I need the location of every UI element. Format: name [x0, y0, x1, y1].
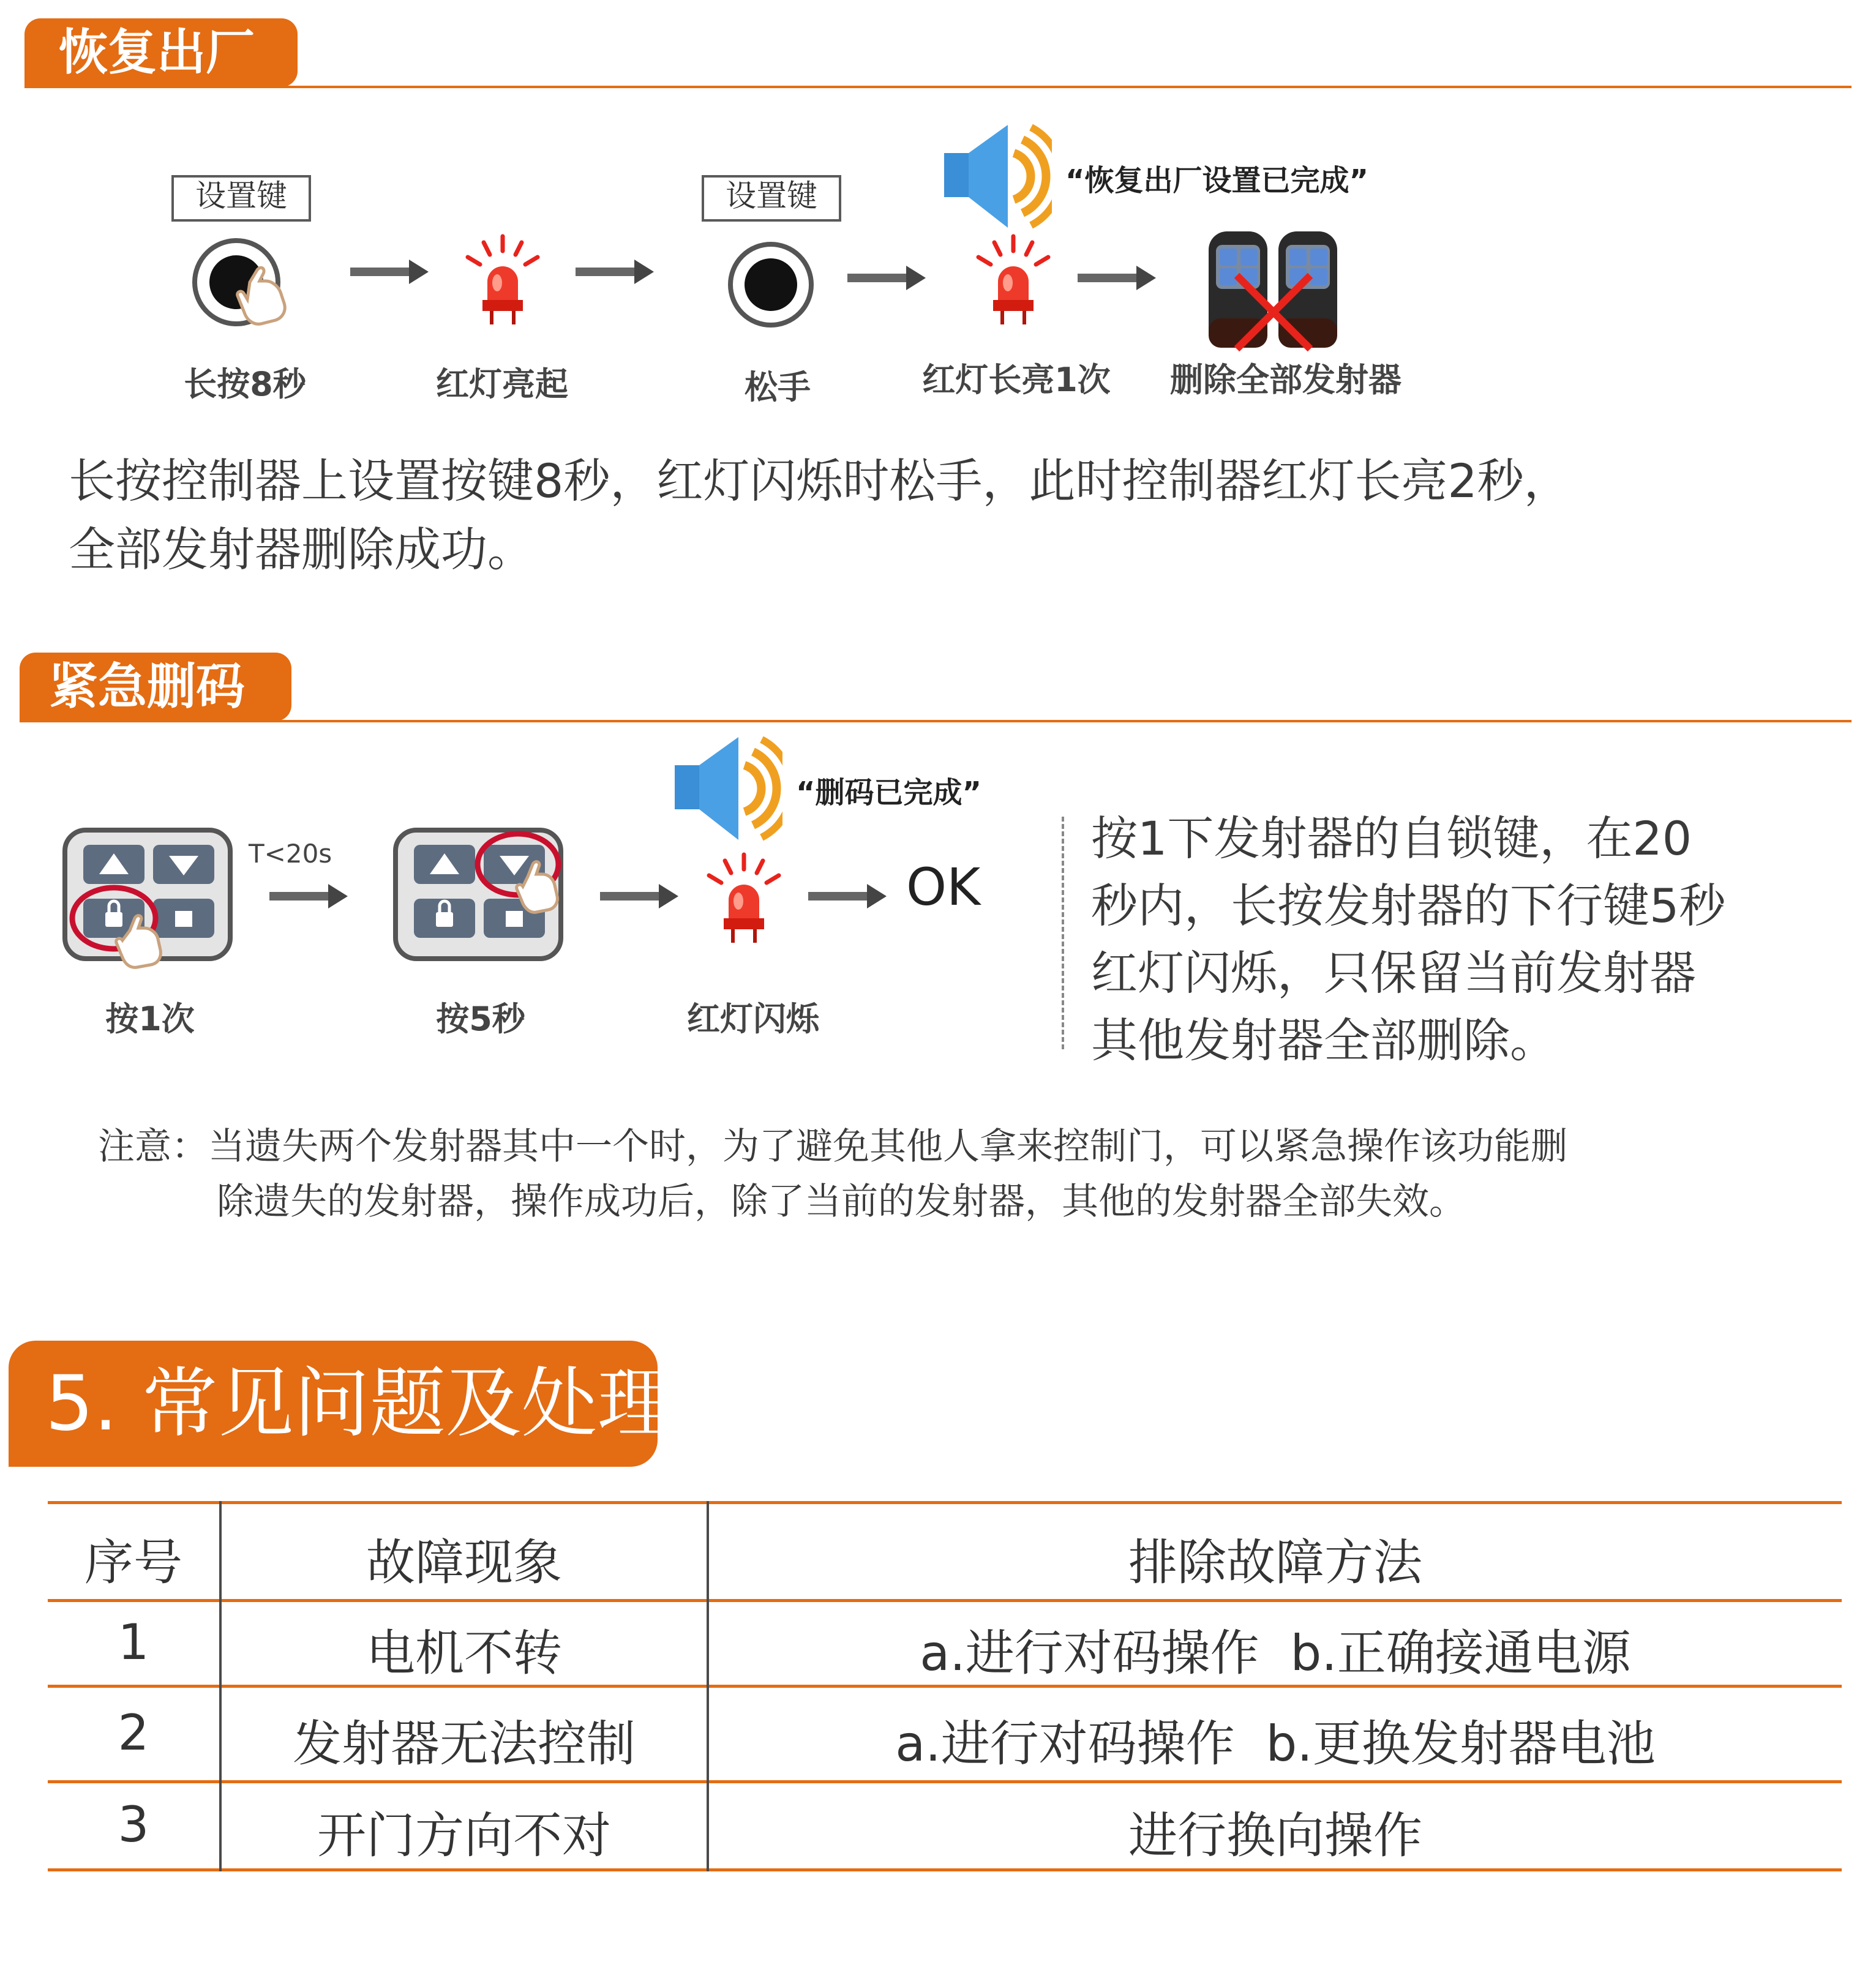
settings-button-icon — [725, 239, 817, 331]
arrow-right-icon — [350, 257, 431, 286]
section-tab-faq — [9, 1341, 673, 1467]
table-cell-symptom: 电机不转 — [366, 1625, 562, 1682]
table-row-rule — [48, 1780, 1842, 1783]
table-row-rule — [48, 1685, 1842, 1688]
factory-reset-description-line-2: 全部发射器删除成功。 — [69, 522, 534, 577]
step-label: 按1次 — [105, 1000, 195, 1038]
remote-transmitters-deleted-icon — [1206, 227, 1341, 355]
table-header-solution: 排除故障方法 — [1128, 1534, 1422, 1591]
red-lamp-icon — [967, 233, 1059, 331]
step-label: 红灯闪烁 — [687, 1000, 819, 1038]
table-cell-symptom: 开门方向不对 — [317, 1807, 611, 1864]
time-limit-label: T<20s — [249, 839, 332, 869]
emergency-delete-description-line-3: 红灯闪烁，只保留当前发射器 — [1091, 946, 1696, 1000]
section-rule — [20, 720, 1852, 722]
arrow-right-icon — [576, 257, 656, 286]
step-label: 删除全部发射器 — [1170, 361, 1401, 399]
table-header-index: 序号 — [84, 1534, 182, 1591]
settings-key-label — [702, 175, 841, 222]
speaker-quote: “恢复出厂设置已完成” — [1065, 163, 1369, 198]
emergency-delete-description-line-2: 秒内，长按发射器的下行键5秒 — [1091, 878, 1726, 933]
section-title: 紧急删码 — [49, 658, 245, 715]
section-tab-emergency-delete — [20, 653, 291, 721]
section-tab-factory-reset — [24, 18, 298, 87]
settings-button-press-icon — [190, 236, 300, 340]
table-top-rule — [48, 1501, 1842, 1504]
settings-key-label — [171, 175, 311, 222]
factory-reset-description-line-1: 长按控制器上设置按键8秒，红灯闪烁时松手，此时控制器红灯长亮2秒， — [69, 454, 1570, 508]
table-bottom-rule — [48, 1868, 1842, 1871]
table-cell-solution: a.进行对码操作 b.正确接通电源 — [920, 1625, 1631, 1682]
section-title: 恢复出厂 — [59, 24, 255, 81]
note-line-2: 除遗失的发射器，操作成功后，除了当前的发射器，其他的发射器全部失效。 — [217, 1180, 1466, 1223]
arrow-right-icon — [600, 882, 681, 911]
red-lamp-icon — [457, 233, 549, 331]
note-line-1: 注意：当遗失两个发射器其中一个时，为了避免其他人拿来控制门，可以紧急操作该功能删 — [98, 1125, 1567, 1168]
table-cell-index: 2 — [118, 1704, 149, 1761]
speaker-quote: “删码已完成” — [796, 776, 982, 810]
table-cell-solution: 进行换向操作 — [1128, 1807, 1422, 1864]
emergency-delete-description-line-1: 按1下发射器的自锁键，在20 — [1091, 811, 1692, 866]
table-cell-index: 1 — [118, 1614, 149, 1671]
step-label: 红灯长亮1次 — [922, 361, 1111, 399]
step-label: 红灯亮起 — [436, 365, 568, 403]
table-cell-symptom: 发射器无法控制 — [293, 1715, 636, 1772]
settings-key-label-text: 设置键 — [195, 178, 287, 214]
remote-press-lock-icon — [61, 826, 239, 973]
arrow-right-icon — [808, 882, 889, 911]
dashed-divider — [1062, 817, 1064, 1049]
table-header-symptom: 故障现象 — [366, 1534, 562, 1591]
table-cell-solution: a.进行对码操作 b.更换发射器电池 — [895, 1715, 1656, 1772]
emergency-delete-description-line-4: 其他发射器全部删除。 — [1091, 1013, 1556, 1068]
table-cell-index: 3 — [118, 1796, 149, 1853]
arrow-right-icon — [847, 263, 928, 293]
step-label: 按5秒 — [436, 1000, 525, 1038]
arrow-right-icon — [1078, 263, 1158, 293]
arrow-right-icon — [269, 882, 350, 911]
step-label: 长按8秒 — [184, 365, 306, 403]
section-rule — [24, 86, 1852, 88]
table-row-rule — [48, 1599, 1842, 1602]
remote-press-down-icon — [392, 826, 569, 973]
speaker-icon — [939, 122, 1052, 230]
speaker-icon — [670, 735, 782, 842]
step-label: 松手 — [745, 368, 811, 406]
settings-key-label-text: 设置键 — [726, 178, 817, 214]
section-title: 5. 常见问题及处理 — [45, 1360, 673, 1448]
red-lamp-icon — [698, 851, 790, 949]
ok-label: OK — [906, 857, 981, 917]
